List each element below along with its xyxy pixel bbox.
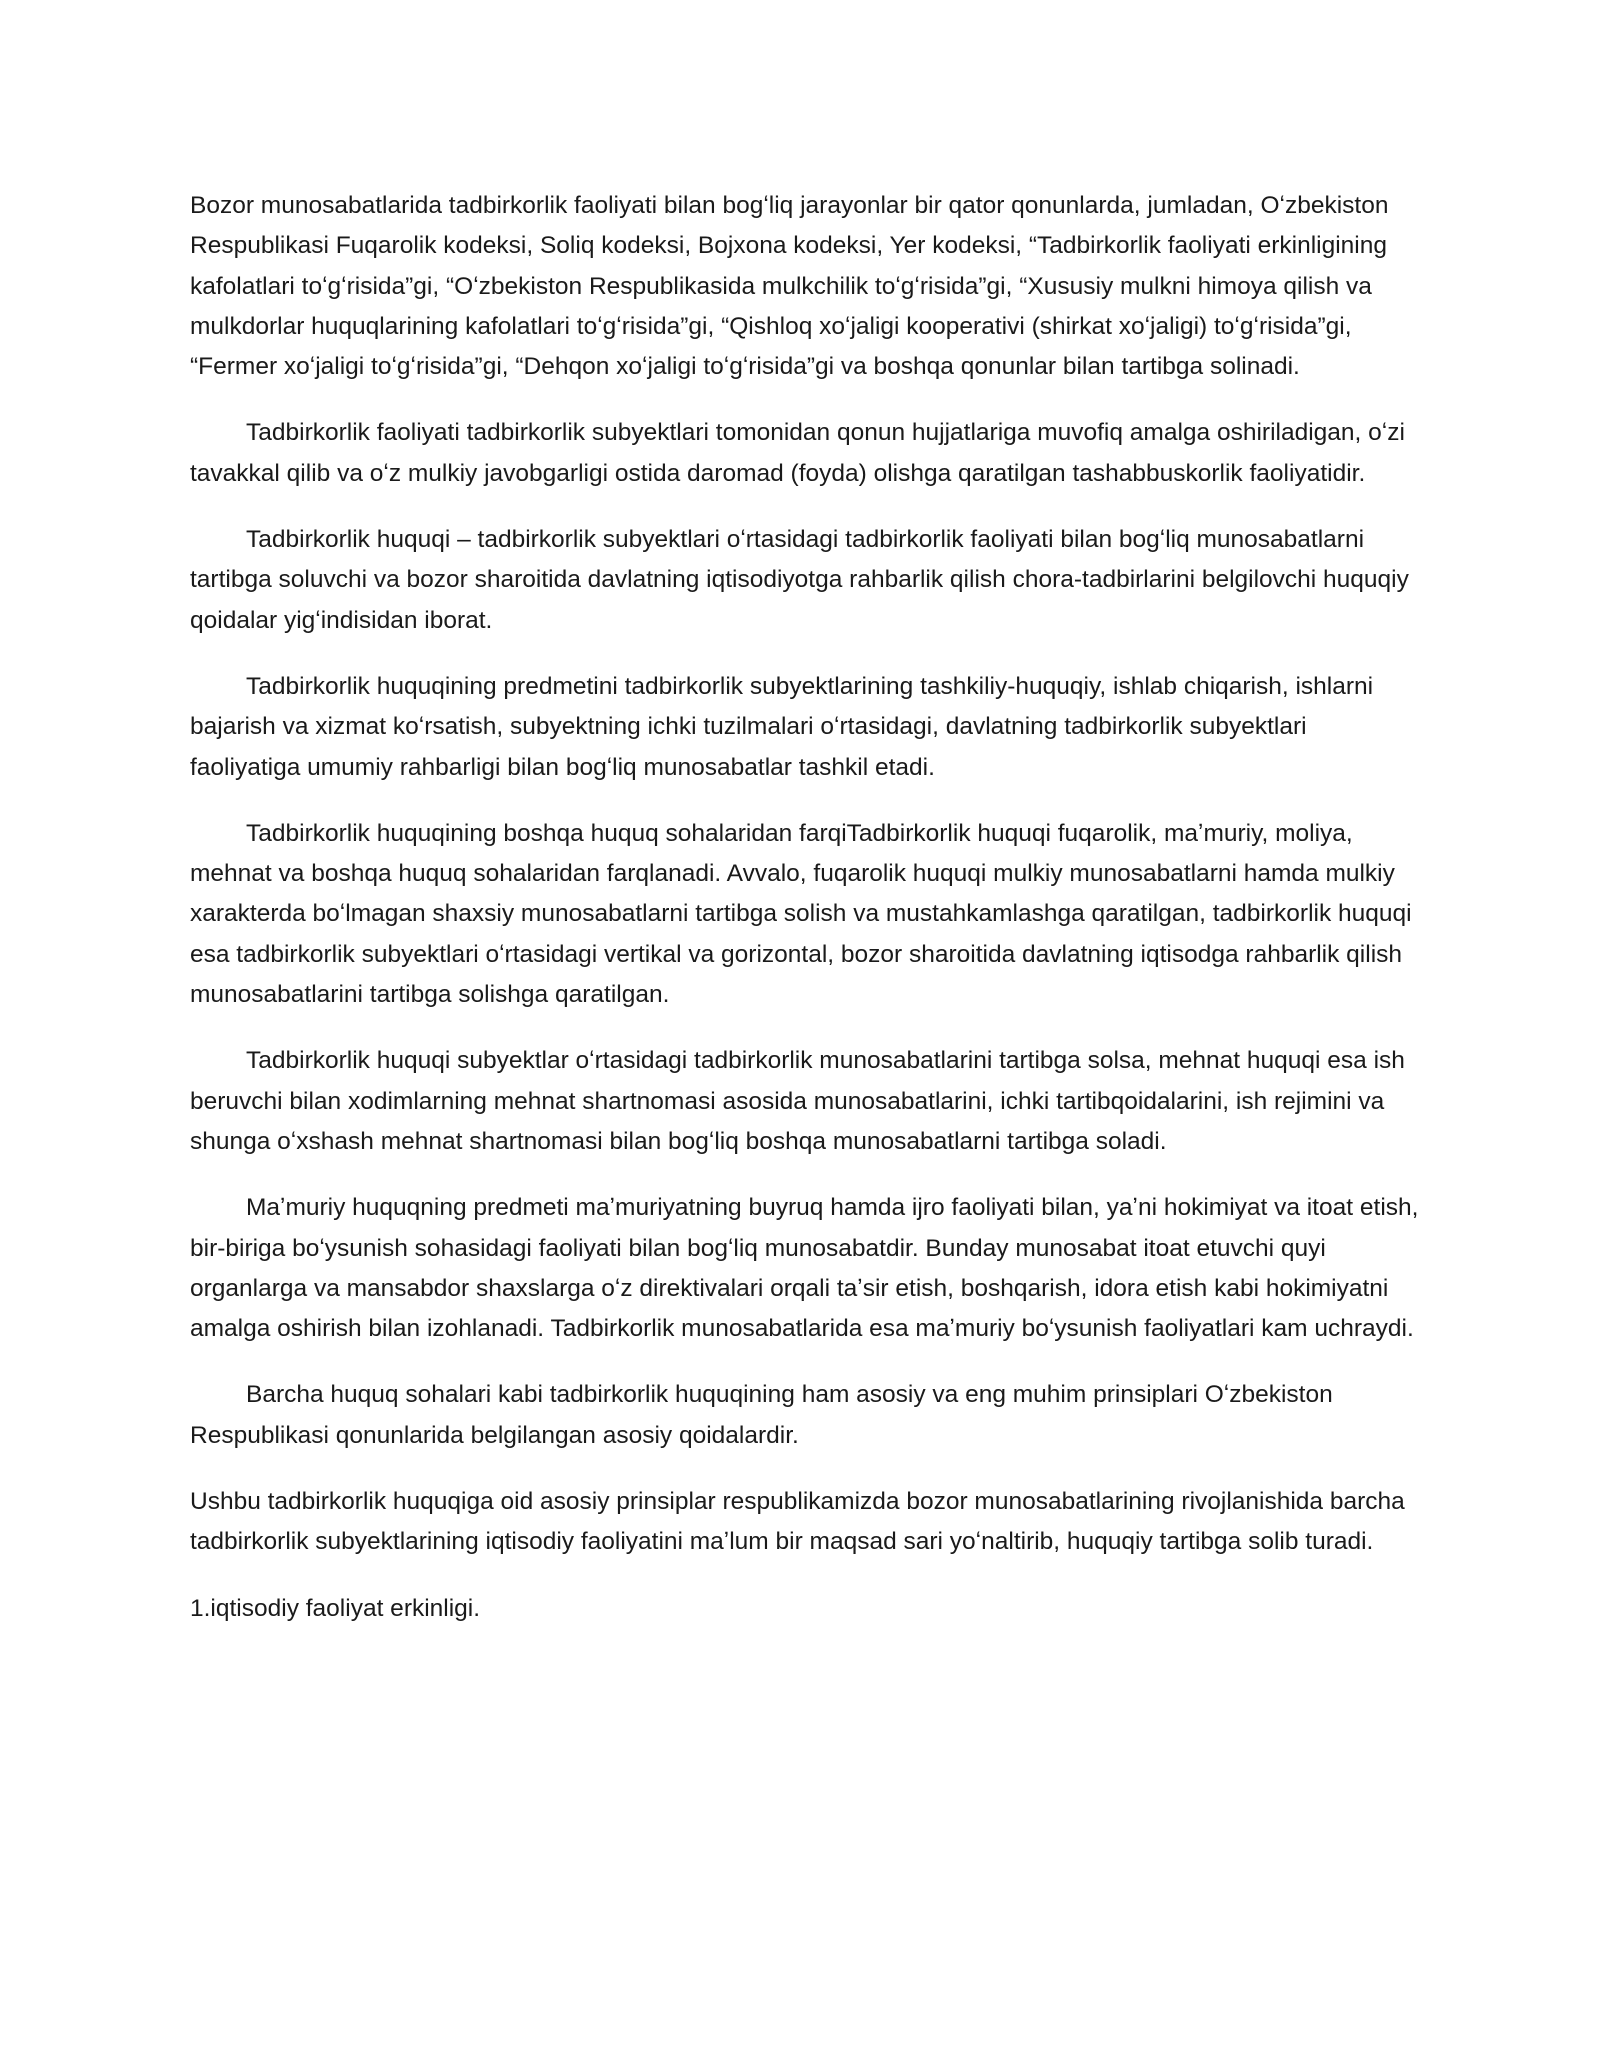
paragraph: Tadbirkorlik huquqi – tadbirkorlik subyektlari oʻrtasidagi tadbirkorlik faoliyati bilan bogʻliq munosabatlarni tartibga soluvchi va bozor sharoitida davlatning iqtisodiyotga rahbarlik qilish chora-tadbirlarini belgilovchi huquqiy qoidalar yigʻindisidan iborat.: [190, 526, 1409, 634]
paragraph: Tadbirkorlik faoliyati tadbirkorlik subyektlari tomonidan qonun hujjatlariga muvofiq amalga oshiriladigan, oʻzi tavakkal qilib va oʻz mulkiy javobgarligi ostida daromad (foyda) olishga qaratilgan tashabbuskorlik faoliyatidir.: [190, 419, 1405, 487]
paragraph: Tadbirkorlik huquqi subyektlar oʻrtasidagi tadbirkorlik munosabatlarini tartibga solsa, mehnat huquqi esa ish beruvchi bilan xodimlarning mehnat shartnomasi asosida munosabatlarini, ichki tartibqoidalarini, ish rejimini va shunga oʻxshash mehnat shartnomasi bilan bogʻliq boshqa munosabatlarni tartibga soladi.: [190, 1047, 1405, 1155]
paragraph: Barcha huquq sohalari kabi tadbirkorlik huquqining ham asosiy va eng muhim prinsiplari Oʻzbekiston Respublikasi qonunlarida belgilangan asosiy qoidalardir.: [190, 1381, 1333, 1449]
paragraph: Tadbirkorlik huquqining predmetini tadbirkorlik subyektlarining tashkiliy-huquqiy, ishlab chiqarish, ishlarni bajarish va xizmat koʻrsatish, subyektning ichki tuzilmalari oʻrtasidagi, davlatning tadbirkorlik subyektlari faoliyatiga umumiy rahbarligi bilan bogʻliq munosabatlar tashkil etadi.: [190, 672, 1374, 781]
paragraph: Ushbu tadbirkorlik huquqiga oid asosiy prinsiplar respublikamizda bozor munosabatlarining rivojlanishida barcha tadbirkorlik subyektlarining iqtisodiy faoliyatini maʼlum bir maqsad sari yoʻnaltirib, huquqiy tartibga solib turadi.: [190, 1488, 1405, 1556]
paragraph: Maʼmuriy huquqning predmeti maʼmuriyatning buyruq hamda ijro faoliyati bilan, yaʼni hokimiyat va itoat etish, bir-biriga boʻysunish sohasidagi faoliyati bilan bogʻliq munosabatdir. Bunday munosabat itoat etuvchi quyi organlarga va mansabdor shaxslarga oʻz direktivalari orqali taʼsir etish, boshqarish, idora etish kabi hokimiyatni amalga oshirish bilan izohlanadi. Tadbirkorlik munosabatlarida esa maʼmuriy boʻysunish faoliyatlari kam uchraydi.: [190, 1194, 1419, 1343]
paragraph: Tadbirkorlik huquqining boshqa huquq sohalaridan farqiTadbirkorlik huquqi fuqarolik, maʼmuriy, moliya, mehnat va boshqa huquq sohalaridan farqlanadi. Avvalo, fuqarolik huquqi mulkiy munosabatlarni hamda mulkiy xarakterda boʻlmagan shaxsiy munosabatlarni tartibga solish va mustahkamlashga qaratilgan, tadbirkorlik huquqi esa tadbirkorlik subyektlari oʻrtasidagi vertikal va gorizontal, bozor sharoitida davlatning iqtisodga rahbarlik qilish munosabatlarini tartibga solishga qaratilgan.: [190, 819, 1412, 1009]
document-body: [190, 186, 1420, 1655]
list-item-heading: 1.iqtisodiy faoliyat erkinligi.: [190, 1594, 481, 1622]
paragraph: Bozor munosabatlarida tadbirkorlik faoliyati bilan bogʻliq jarayonlar bir qator qonunlarda, jumladan, Oʻzbekiston Respublikasi Fuqarolik kodeksi, Soliq kodeksi, Bojxona kodeksi, Yer kodeksi, “Tadbirkorlik faoliyati erkinligining kafolatlari toʻgʻrisida”gi, “Oʻzbekiston Respublikasida mulkchilik toʻgʻrisida”gi, “Xususiy mulkni himoya qilish va mulkdorlar huquqlarining kafolatlari toʻgʻrisida”gi, “Qishloq xoʻjaligi kooperativi (shirkat xoʻjaligi) toʻgʻrisida”gi, “Fermer xoʻjaligi toʻgʻrisida”gi, “Dehqon xoʻjaligi toʻgʻrisida”gi va boshqa qonunlar bilan tartibga solinadi.: [190, 192, 1389, 381]
